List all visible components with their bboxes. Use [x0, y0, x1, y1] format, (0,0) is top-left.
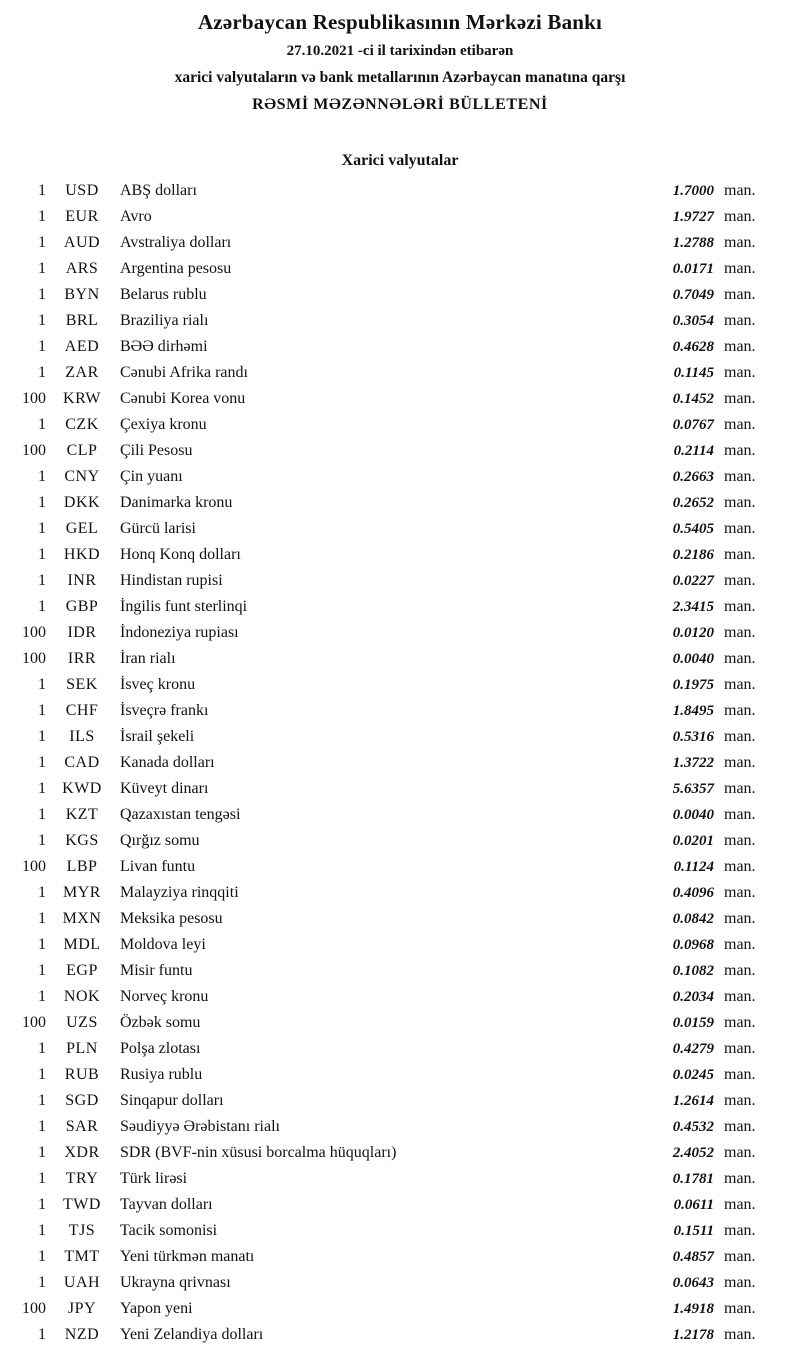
row-currency-name: Türk lirəsi — [120, 1170, 188, 1187]
row-currency-name: Çili Pesosu — [120, 442, 193, 459]
row-unit: man. — [724, 494, 756, 511]
row-rate: 0.4857 — [672, 1249, 714, 1265]
row-currency-code: MXN — [62, 910, 102, 927]
row-currency-name: Qırğız somu — [120, 832, 200, 849]
table-row — [8, 880, 772, 906]
row-quantity: 1 — [38, 416, 46, 433]
row-currency-name: Tacik somonisi — [120, 1222, 218, 1239]
row-quantity: 1 — [38, 494, 46, 511]
row-currency-code: PLN — [66, 1040, 98, 1057]
row-quantity: 1 — [38, 1196, 46, 1213]
row-currency-name: Danimarka kronu — [120, 494, 233, 511]
row-quantity: 1 — [38, 832, 46, 849]
table-row — [8, 646, 772, 672]
table-row — [8, 1062, 772, 1088]
row-currency-name: Çin yuanı — [120, 468, 183, 485]
row-unit: man. — [724, 806, 756, 823]
row-rate: 0.0171 — [672, 261, 714, 277]
row-rate: 1.2788 — [672, 235, 714, 251]
row-unit: man. — [724, 1300, 756, 1317]
row-unit: man. — [724, 858, 756, 875]
row-unit: man. — [724, 390, 756, 407]
row-currency-name: İsveçrə frankı — [120, 702, 209, 719]
row-rate: 0.1975 — [672, 677, 714, 693]
row-currency-code: AED — [64, 338, 100, 355]
row-quantity: 1 — [38, 780, 46, 797]
row-rate: 1.3722 — [672, 755, 714, 771]
row-currency-name: Kanada dolları — [120, 754, 215, 771]
row-unit: man. — [724, 1170, 756, 1187]
row-rate: 0.0120 — [672, 625, 714, 641]
row-quantity: 1 — [38, 286, 46, 303]
row-currency-name: İsveç kronu — [120, 676, 196, 693]
row-currency-name: Avstraliya dolları — [120, 234, 232, 251]
row-currency-code: SEK — [66, 676, 98, 693]
row-unit: man. — [724, 546, 756, 563]
row-rate: 0.1145 — [673, 365, 714, 381]
row-quantity: 1 — [38, 1248, 46, 1265]
table-row — [8, 854, 772, 880]
row-quantity: 1 — [38, 910, 46, 927]
row-quantity: 1 — [38, 520, 46, 537]
row-currency-code: CAD — [64, 754, 100, 771]
row-currency-name: Yeni türkmən manatı — [120, 1248, 255, 1265]
row-currency-code: AUD — [63, 234, 101, 251]
table-row — [8, 802, 772, 828]
table-row — [8, 1036, 772, 1062]
table-row — [8, 1192, 772, 1218]
row-unit: man. — [724, 832, 756, 849]
row-rate: 0.0767 — [672, 417, 714, 433]
table-row — [8, 698, 772, 724]
row-currency-name: İngilis funt sterlinqi — [120, 598, 248, 615]
row-unit: man. — [724, 260, 756, 277]
row-currency-code: CLP — [66, 442, 98, 459]
row-currency-code: EGP — [66, 962, 98, 979]
row-currency-code: KRW — [63, 390, 101, 407]
row-currency-name: Malayziya rinqqiti — [120, 884, 239, 901]
row-unit: man. — [724, 1040, 756, 1057]
row-currency-code: ARS — [65, 260, 99, 277]
row-quantity: 1 — [38, 1326, 46, 1343]
table-row — [8, 750, 772, 776]
row-quantity: 1 — [38, 208, 46, 225]
row-currency-name: Yeni Zelandiya dolları — [120, 1326, 264, 1343]
row-rate: 1.2178 — [672, 1327, 714, 1343]
row-quantity: 100 — [22, 390, 46, 407]
table-row — [8, 828, 772, 854]
row-unit: man. — [724, 364, 756, 381]
row-unit: man. — [724, 702, 756, 719]
row-quantity: 1 — [38, 182, 46, 199]
row-currency-code: TJS — [68, 1222, 96, 1239]
row-unit: man. — [724, 208, 756, 225]
row-rate: 0.0040 — [672, 807, 714, 823]
row-currency-name: Çexiya kronu — [120, 416, 207, 433]
row-unit: man. — [724, 780, 756, 797]
row-currency-name: Səudiyyə Ərəbistanı rialı — [120, 1118, 280, 1135]
row-quantity: 1 — [38, 988, 46, 1005]
table-row — [8, 282, 772, 308]
table-row — [8, 204, 772, 230]
row-rate: 0.1082 — [672, 963, 714, 979]
row-currency-code: IDR — [67, 624, 97, 641]
table-row — [8, 1218, 772, 1244]
row-rate: 0.5405 — [672, 521, 714, 537]
row-currency-code: INR — [67, 572, 97, 589]
table-row — [8, 1166, 772, 1192]
row-currency-name: Misir funtu — [120, 962, 193, 979]
row-rate: 0.1781 — [672, 1171, 714, 1187]
row-currency-name: İran rialı — [120, 650, 176, 667]
table-row — [8, 438, 772, 464]
row-unit: man. — [724, 650, 756, 667]
table-row — [8, 334, 772, 360]
table-row — [8, 1010, 772, 1036]
row-currency-name: Belarus rublu — [120, 286, 207, 303]
row-quantity: 100 — [22, 442, 46, 459]
row-currency-code: CZK — [65, 416, 99, 433]
row-currency-code: BYN — [64, 286, 100, 303]
row-currency-code: NOK — [63, 988, 101, 1005]
row-quantity: 1 — [38, 338, 46, 355]
row-rate: 0.0842 — [672, 911, 714, 927]
table-row — [8, 1088, 772, 1114]
row-currency-name: Özbək somu — [120, 1014, 201, 1031]
row-quantity: 1 — [38, 598, 46, 615]
effective-date-line: 27.10.2021 -ci il tarixindən etibarən — [286, 43, 514, 59]
row-currency-code: BRL — [65, 312, 99, 329]
row-quantity: 1 — [38, 1066, 46, 1083]
table-row — [8, 230, 772, 256]
row-quantity: 1 — [38, 312, 46, 329]
table-row — [8, 932, 772, 958]
row-rate: 5.6357 — [672, 781, 714, 797]
row-rate: 0.1124 — [673, 859, 714, 875]
row-currency-code: MDL — [63, 936, 101, 953]
row-currency-code: NZD — [64, 1326, 100, 1343]
row-quantity: 1 — [38, 468, 46, 485]
row-quantity: 100 — [22, 650, 46, 667]
row-currency-code: XDR — [64, 1144, 100, 1161]
row-currency-name: Ukrayna qrivnası — [120, 1274, 231, 1291]
row-currency-code: GEL — [65, 520, 99, 537]
row-currency-code: ZAR — [65, 364, 99, 381]
table-row — [8, 958, 772, 984]
row-rate: 0.0201 — [672, 833, 714, 849]
table-row — [8, 568, 772, 594]
row-unit: man. — [724, 182, 756, 199]
row-unit: man. — [724, 1222, 756, 1239]
row-currency-code: GBP — [65, 598, 99, 615]
row-unit: man. — [724, 286, 756, 303]
subtitle-line: xarici valyutaların və bank metallarının Azərbaycan manatına qarşı — [174, 69, 626, 86]
row-quantity: 1 — [38, 936, 46, 953]
row-currency-name: Argentina pesosu — [120, 260, 232, 277]
row-currency-code: RUB — [64, 1066, 100, 1083]
row-currency-code: EUR — [65, 208, 99, 225]
row-rate: 0.0968 — [672, 937, 714, 953]
table-row — [8, 542, 772, 568]
row-unit: man. — [724, 1066, 756, 1083]
row-currency-code: SGD — [65, 1092, 99, 1109]
row-currency-name: Braziliya rialı — [120, 312, 209, 329]
row-unit: man. — [724, 468, 756, 485]
row-unit: man. — [724, 1118, 756, 1135]
row-currency-name: Cənubi Korea vonu — [120, 390, 246, 407]
table-row — [8, 1244, 772, 1270]
row-unit: man. — [724, 1014, 756, 1031]
row-rate: 0.5316 — [672, 729, 714, 745]
row-currency-code: KGS — [65, 832, 99, 849]
row-quantity: 1 — [38, 1222, 46, 1239]
row-rate: 2.3415 — [672, 599, 714, 615]
row-unit: man. — [724, 1248, 756, 1265]
row-currency-name: İsrail şekeli — [120, 728, 195, 745]
row-currency-name: ABŞ dolları — [120, 182, 197, 199]
row-currency-code: DKK — [63, 494, 101, 511]
table-row — [8, 490, 772, 516]
row-currency-name: Moldova leyi — [120, 936, 206, 953]
row-unit: man. — [724, 598, 756, 615]
row-currency-name: İndoneziya rupiası — [120, 624, 239, 641]
row-unit: man. — [724, 676, 756, 693]
row-quantity: 1 — [38, 364, 46, 381]
row-rate: 0.3054 — [672, 313, 714, 329]
row-currency-code: CNY — [64, 468, 100, 485]
row-rate: 0.0159 — [672, 1015, 714, 1031]
row-rate: 0.4628 — [672, 339, 714, 355]
row-quantity: 1 — [38, 962, 46, 979]
row-currency-code: IRR — [67, 650, 97, 667]
row-rate: 1.8495 — [672, 703, 714, 719]
row-currency-name: BƏƏ dirhəmi — [120, 338, 208, 355]
row-rate: 2.4052 — [672, 1145, 714, 1161]
row-quantity: 1 — [38, 1118, 46, 1135]
table-row — [8, 412, 772, 438]
row-currency-name: SDR (BVF-nin xüsusi borcalma hüquqları) — [120, 1144, 397, 1161]
row-quantity: 1 — [38, 702, 46, 719]
row-quantity: 100 — [22, 1300, 46, 1317]
row-currency-code: MYR — [63, 884, 101, 901]
row-unit: man. — [724, 1326, 756, 1343]
row-rate: 0.4279 — [672, 1041, 714, 1057]
table-row — [8, 1296, 772, 1322]
row-currency-name: Avro — [120, 208, 152, 225]
row-unit: man. — [724, 988, 756, 1005]
row-unit: man. — [724, 1196, 756, 1213]
table-row — [8, 386, 772, 412]
row-currency-name: Küveyt dinarı — [120, 780, 209, 797]
row-quantity: 1 — [38, 1170, 46, 1187]
row-currency-name: Norveç kronu — [120, 988, 209, 1005]
row-quantity: 1 — [38, 1092, 46, 1109]
table-row — [8, 1322, 772, 1348]
row-rate: 0.4096 — [672, 885, 714, 901]
row-rate: 0.2652 — [672, 495, 714, 511]
row-rate: 1.9727 — [672, 209, 714, 225]
row-unit: man. — [724, 312, 756, 329]
row-currency-name: Gürcü larisi — [120, 520, 196, 537]
row-currency-code: JPY — [67, 1300, 97, 1317]
row-rate: 1.2614 — [672, 1093, 714, 1109]
row-currency-code: SAR — [65, 1118, 99, 1135]
row-currency-code: TWD — [63, 1196, 101, 1213]
row-rate: 0.0643 — [672, 1275, 714, 1291]
row-rate: 0.1452 — [672, 391, 714, 407]
row-rate: 0.0227 — [672, 573, 714, 589]
row-rate: 0.2114 — [673, 443, 714, 459]
row-currency-name: Honq Konq dolları — [120, 546, 241, 563]
row-currency-code: KWD — [62, 780, 102, 797]
row-unit: man. — [724, 754, 756, 771]
row-rate: 0.2034 — [672, 989, 714, 1005]
row-unit: man. — [724, 962, 756, 979]
table-row — [8, 360, 772, 386]
row-currency-name: Hindistan rupisi — [120, 572, 223, 589]
row-quantity: 100 — [22, 858, 46, 875]
row-currency-code: CHF — [65, 702, 99, 719]
row-currency-code: UAH — [63, 1274, 101, 1291]
row-currency-name: Sinqapur dolları — [120, 1092, 224, 1109]
row-rate: 0.2186 — [672, 547, 714, 563]
row-currency-code: USD — [65, 182, 99, 199]
table-row — [8, 308, 772, 334]
row-currency-code: UZS — [66, 1014, 98, 1031]
row-unit: man. — [724, 572, 756, 589]
table-row — [8, 178, 772, 204]
row-currency-code: KZT — [65, 806, 99, 823]
row-quantity: 1 — [38, 806, 46, 823]
row-quantity: 1 — [38, 546, 46, 563]
table-row — [8, 672, 772, 698]
table-row — [8, 906, 772, 932]
row-currency-code: HKD — [63, 546, 101, 563]
row-rate: 0.0611 — [673, 1197, 714, 1213]
row-quantity: 100 — [22, 1014, 46, 1031]
table-row — [8, 984, 772, 1010]
row-rate: 1.4918 — [672, 1301, 714, 1317]
row-unit: man. — [724, 910, 756, 927]
row-unit: man. — [724, 416, 756, 433]
row-quantity: 1 — [38, 728, 46, 745]
row-quantity: 1 — [38, 1144, 46, 1161]
row-unit: man. — [724, 442, 756, 459]
row-unit: man. — [724, 936, 756, 953]
table-row — [8, 1270, 772, 1296]
row-currency-name: Yapon yeni — [120, 1300, 193, 1317]
page-title: Azərbaycan Respublikasının Mərkəzi Bankı — [197, 10, 603, 34]
row-currency-name: Meksika pesosu — [120, 910, 223, 927]
row-unit: man. — [724, 338, 756, 355]
row-currency-code: TMT — [64, 1248, 100, 1265]
row-unit: man. — [724, 624, 756, 641]
row-rate: 0.7049 — [672, 287, 714, 303]
row-quantity: 1 — [38, 1040, 46, 1057]
row-quantity: 1 — [38, 1274, 46, 1291]
row-currency-code: LBP — [66, 858, 98, 875]
row-unit: man. — [724, 520, 756, 537]
row-rate: 0.4532 — [672, 1119, 714, 1135]
table-row — [8, 256, 772, 282]
table-row — [8, 516, 772, 542]
row-currency-name: Livan funtu — [120, 858, 196, 875]
row-unit: man. — [724, 1092, 756, 1109]
row-quantity: 100 — [22, 624, 46, 641]
row-unit: man. — [724, 884, 756, 901]
row-currency-name: Rusiya rublu — [120, 1066, 203, 1083]
row-currency-name: Qazaxıstan tengəsi — [120, 806, 241, 823]
row-quantity: 1 — [38, 234, 46, 251]
row-rate: 0.0040 — [672, 651, 714, 667]
table-row — [8, 776, 772, 802]
row-rate: 1.7000 — [672, 183, 714, 199]
row-unit: man. — [724, 234, 756, 251]
row-currency-name: Polşa zlotası — [120, 1040, 201, 1057]
row-rate: 0.1511 — [673, 1223, 714, 1239]
row-quantity: 1 — [38, 754, 46, 771]
table-row — [8, 464, 772, 490]
bulletin-title-line: RƏSMİ MƏZƏNNƏLƏRİ BÜLLETENİ — [252, 96, 548, 113]
row-quantity: 1 — [38, 676, 46, 693]
row-currency-name: Cənubi Afrika randı — [120, 364, 248, 381]
currency-table — [0, 178, 800, 1348]
row-currency-name: Tayvan dolları — [120, 1196, 213, 1213]
table-row — [8, 620, 772, 646]
table-row — [8, 724, 772, 750]
row-quantity: 1 — [38, 572, 46, 589]
row-quantity: 1 — [38, 260, 46, 277]
row-unit: man. — [724, 1144, 756, 1161]
table-row — [8, 594, 772, 620]
row-rate: 0.2663 — [672, 469, 714, 485]
table-row — [8, 1114, 772, 1140]
row-unit: man. — [724, 1274, 756, 1291]
row-currency-code: TRY — [65, 1170, 99, 1187]
section-title: Xarici valyutalar — [341, 152, 459, 169]
row-unit: man. — [724, 728, 756, 745]
table-row — [8, 1140, 772, 1166]
row-quantity: 1 — [38, 884, 46, 901]
row-currency-code: ILS — [69, 728, 95, 745]
row-rate: 0.0245 — [672, 1067, 714, 1083]
